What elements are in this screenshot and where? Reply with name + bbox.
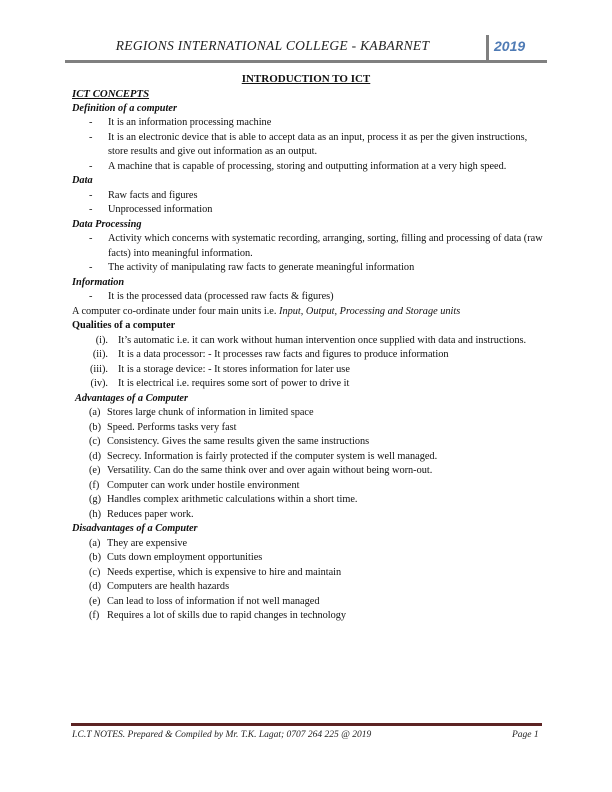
list-item: - Unprocessed information — [72, 203, 547, 218]
list-item: (f) Requires a lot of skills due to rapid changes in technology — [89, 610, 347, 621]
bullet-dash: - — [89, 291, 93, 302]
bullet-dash: - — [89, 262, 93, 273]
bullet-dash: - — [89, 189, 93, 201]
list-item: (c) Consistency. Gives the same results given the same instructions — [89, 436, 370, 447]
list-item: - A machine that is capable of processing, storing and outputting information at a very high speed. — [72, 160, 547, 175]
data-heading: Data — [72, 175, 93, 186]
header-rule — [65, 60, 547, 63]
qualities-heading: Qualities of a computer — [72, 320, 176, 331]
list-item: (g) Handles complex arithmetic calculations within a short time. — [89, 494, 358, 505]
list-item: (d) Computers are health hazards — [89, 581, 230, 592]
list-item: (i). It’s automatic i.e. it can work without human intervention once supplied with data and instructions. — [95, 334, 527, 346]
list-item: (a) Stores large chunk of information in limited space — [89, 407, 314, 418]
disadvantages-heading: Disadvantages of a Computer — [72, 523, 198, 534]
document-body — [72, 87, 547, 624]
header-divider — [486, 35, 489, 63]
definition-heading: Definition of a computer — [72, 102, 177, 114]
data-processing-heading: Data Processing — [72, 218, 142, 230]
section-heading: ICT CONCEPTS — [72, 88, 150, 100]
list-item: - It is the processed data (processed raw facts & figures) — [72, 290, 547, 305]
bullet-dash: - — [89, 233, 93, 244]
list-item: (iv). It is electrical i.e. requires some sort of power to drive it — [90, 378, 350, 389]
list-item: - The activity of manipulating raw facts to generate meaningful information — [72, 261, 547, 276]
list-item: - Activity which concerns with systematic recording, arranging, sorting, filling and processing of data (raw facts) into meaningful information. — [72, 232, 547, 261]
list-item: (b) Cuts down employment opportunities — [89, 552, 263, 563]
document-title: INTRODUCTION TO ICT — [241, 73, 371, 85]
list-item: (d) Secrecy. Information is fairly protected if the computer system is well managed. — [89, 450, 438, 462]
list-item: - It is an electronic device that is able to accept data as an input, process it as per the given instructions, store results and give out information as an output. — [72, 131, 547, 160]
list-item: (iii). It is a storage device: - It stores information for later use — [89, 363, 350, 375]
footer-credit: I.C.T NOTES. Prepared & Compiled by Mr. T.K. Lagat; 0707 264 225 @ 2019 — [72, 730, 372, 740]
header-title: REGIONS INTERNATIONAL COLLEGE - KABARNET — [115, 38, 430, 53]
page-number: Page 1 — [512, 730, 539, 740]
units-list: Input, Output, Processing and Storage units — [279, 305, 461, 317]
information-heading: Information — [72, 276, 125, 288]
list-item: (h) Reduces paper work. — [89, 508, 194, 520]
footer-rule — [71, 723, 542, 726]
list-item: (e) Versatility. Can do the same think over and over again without being worn-out. — [89, 465, 433, 476]
list-item: (b) Speed. Performs tasks very fast — [89, 421, 237, 433]
list-item: (f) Computer can work under hostile environment — [89, 479, 300, 491]
bullet-dash: - — [89, 117, 93, 128]
list-item: (a) They are expensive — [89, 537, 188, 549]
list-item: (e) Can lead to loss of information if not well managed — [89, 595, 320, 607]
list-item: (ii). It is a data processor: - It processes raw facts and figures to produce information — [92, 349, 449, 360]
bullet-dash: - — [89, 160, 93, 172]
list-item: - Raw facts and figures — [72, 189, 547, 204]
bullet-dash: - — [89, 204, 93, 215]
list-item: - It is an information processing machine — [72, 116, 547, 131]
header-year: 2019 — [494, 38, 526, 54]
list-item: (c) Needs expertise, which is expensive to hire and maintain — [89, 566, 342, 578]
advantages-heading: Advantages of a Computer — [75, 392, 188, 404]
bullet-dash: - — [89, 131, 93, 143]
units-sentence: A computer co-ordinate under four main units i.e. Input, Output, Processing and Storage units — [72, 305, 461, 317]
